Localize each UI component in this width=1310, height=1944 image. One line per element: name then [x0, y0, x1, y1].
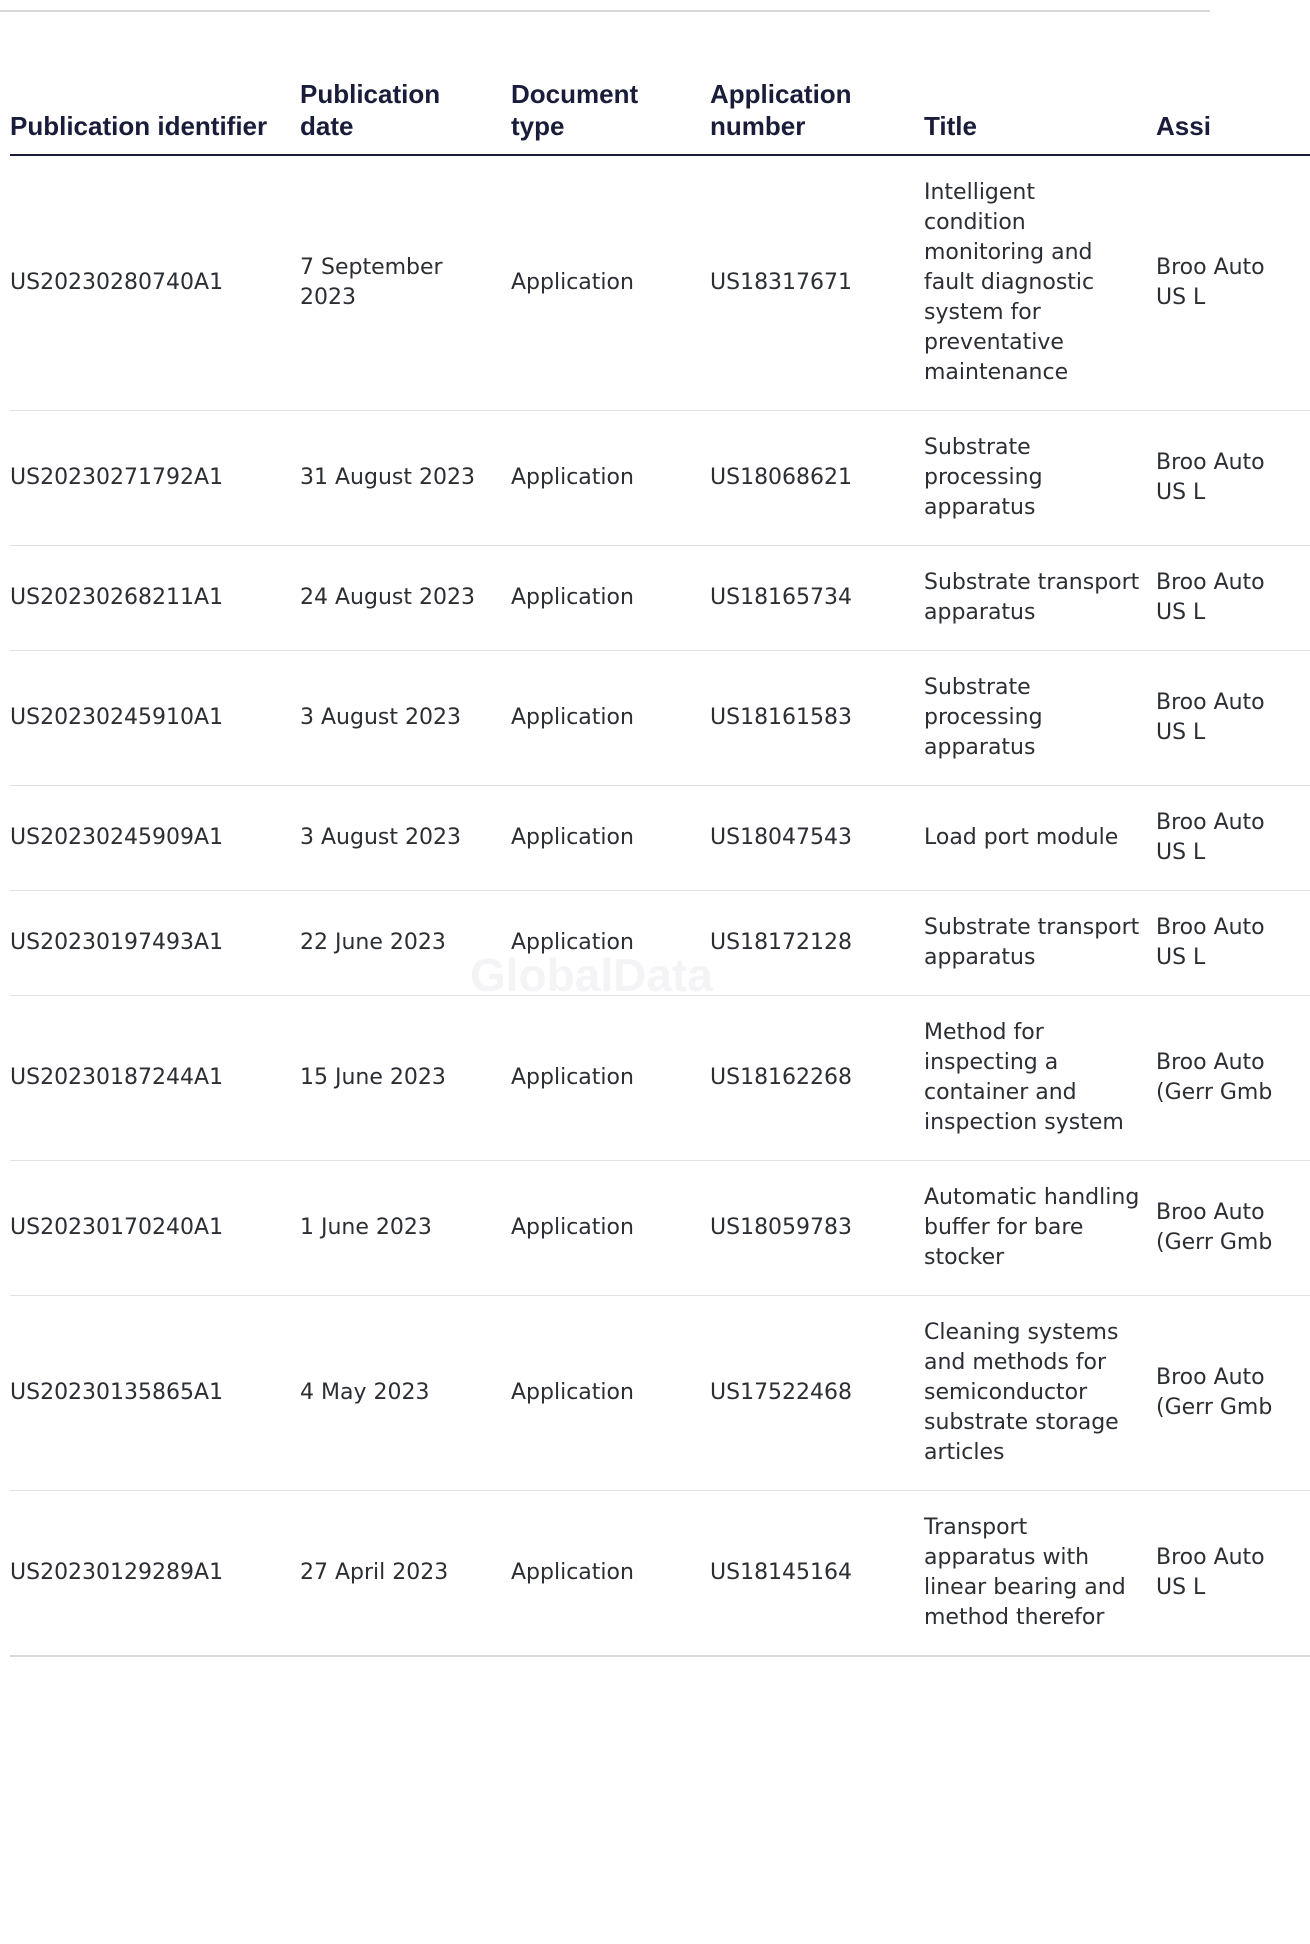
document-type-cell: Application	[511, 546, 710, 651]
assignee-cell: Broo Auto US L	[1156, 411, 1310, 546]
assignee-cell: Broo Auto US L	[1156, 546, 1310, 651]
publication-date-cell: 1 June 2023	[300, 1161, 511, 1296]
table-row	[10, 996, 1310, 1161]
publication-identifier-cell: US20230197493A1	[10, 891, 300, 996]
table-row	[10, 651, 1310, 786]
assignee-cell: Broo Auto (Gerr Gmb	[1156, 1296, 1310, 1491]
application-number-cell: US17522468	[710, 1296, 924, 1491]
title-cell: Substrate transport apparatus	[924, 546, 1156, 651]
application-number-cell: US18145164	[710, 1491, 924, 1657]
table-row	[10, 411, 1310, 546]
application-number-cell: US18317671	[710, 155, 924, 411]
title-cell: Transport apparatus with linear bearing and method therefor	[924, 1491, 1156, 1657]
document-type-cell: Application	[511, 786, 710, 891]
publication-date-cell: 22 June 2023	[300, 891, 511, 996]
publication-identifier-cell: US20230170240A1	[10, 1161, 300, 1296]
assignee-cell: Broo Auto (Gerr Gmb	[1156, 996, 1310, 1161]
watermark: GlobalData	[470, 949, 713, 1001]
document-type-cell: Application	[511, 891, 710, 996]
header-row	[10, 66, 1310, 155]
publication-date-cell: 27 April 2023	[300, 1491, 511, 1657]
publication-date-cell: 15 June 2023	[300, 996, 511, 1161]
document-type-cell: Application	[511, 1161, 710, 1296]
title-cell: Substrate processing apparatus	[924, 651, 1156, 786]
publication-identifier-cell: US20230268211A1	[10, 546, 300, 651]
title-cell: Automatic handling buffer for bare stocker	[924, 1161, 1156, 1296]
document-type-cell: Application	[511, 1296, 710, 1491]
publication-date-cell: 7 September 2023	[300, 155, 511, 411]
application-number-cell: US18162268	[710, 996, 924, 1161]
application-number-cell: US18047543	[710, 786, 924, 891]
title-cell: Substrate processing apparatus	[924, 411, 1156, 546]
assignee-cell: Broo Auto (Gerr Gmb	[1156, 1161, 1310, 1296]
table-row	[10, 1161, 1310, 1296]
publication-identifier-cell: US20230129289A1	[10, 1491, 300, 1657]
application-number-cell: US18059783	[710, 1161, 924, 1296]
assignee-cell: Broo Auto US L	[1156, 651, 1310, 786]
document-type-cell: Application	[511, 411, 710, 546]
table-body	[10, 155, 1310, 1656]
table-row	[10, 891, 1310, 996]
top-divider	[0, 10, 1210, 12]
assignee-cell: Broo Auto US L	[1156, 155, 1310, 411]
column-header-publication-date[interactable]: Publication date	[300, 66, 511, 155]
column-header-title[interactable]: Title	[924, 66, 1156, 155]
column-header-publication-identifier[interactable]: Publication identifier	[10, 66, 300, 155]
title-cell: Intelligent condition monitoring and fault diagnostic system for preventative maintenance	[924, 155, 1156, 411]
table-header	[10, 66, 1310, 155]
title-cell: Load port module	[924, 786, 1156, 891]
document-type-cell: Application	[511, 651, 710, 786]
assignee-cell: Broo Auto US L	[1156, 891, 1310, 996]
publication-identifier-cell: US20230245909A1	[10, 786, 300, 891]
assignee-cell: Broo Auto US L	[1156, 1491, 1310, 1657]
publication-date-cell: 31 August 2023	[300, 411, 511, 546]
publication-identifier-cell: US20230135865A1	[10, 1296, 300, 1491]
application-number-cell: US18172128	[710, 891, 924, 996]
publication-date-cell: 3 August 2023	[300, 651, 511, 786]
table-row	[10, 786, 1310, 891]
table-row	[10, 546, 1310, 651]
document-type-cell: Application	[511, 996, 710, 1161]
application-number-cell: US18068621	[710, 411, 924, 546]
publication-date-cell: 4 May 2023	[300, 1296, 511, 1491]
table-row	[10, 155, 1310, 411]
assignee-cell: Broo Auto US L	[1156, 786, 1310, 891]
patent-table-container	[10, 66, 1273, 1657]
publication-date-cell: 24 August 2023	[300, 546, 511, 651]
patent-table	[10, 66, 1310, 1657]
publication-identifier-cell: US20230271792A1	[10, 411, 300, 546]
document-type-cell: Application	[511, 1491, 710, 1657]
title-cell: Cleaning systems and methods for semiconductor substrate storage articles	[924, 1296, 1156, 1491]
table-row	[10, 1491, 1310, 1657]
title-cell: Method for inspecting a container and inspection system	[924, 996, 1156, 1161]
title-cell: Substrate transport apparatus	[924, 891, 1156, 996]
publication-identifier-cell: US20230280740A1	[10, 155, 300, 411]
publication-identifier-cell: US20230187244A1	[10, 996, 300, 1161]
application-number-cell: US18161583	[710, 651, 924, 786]
publication-date-cell: 3 August 2023	[300, 786, 511, 891]
column-header-assignee[interactable]: Assi	[1156, 66, 1310, 155]
publication-identifier-cell: US20230245910A1	[10, 651, 300, 786]
column-header-document-type[interactable]: Document type	[511, 66, 710, 155]
application-number-cell: US18165734	[710, 546, 924, 651]
document-type-cell: Application	[511, 155, 710, 411]
column-header-application-number[interactable]: Application number	[710, 66, 924, 155]
table-row	[10, 1296, 1310, 1491]
